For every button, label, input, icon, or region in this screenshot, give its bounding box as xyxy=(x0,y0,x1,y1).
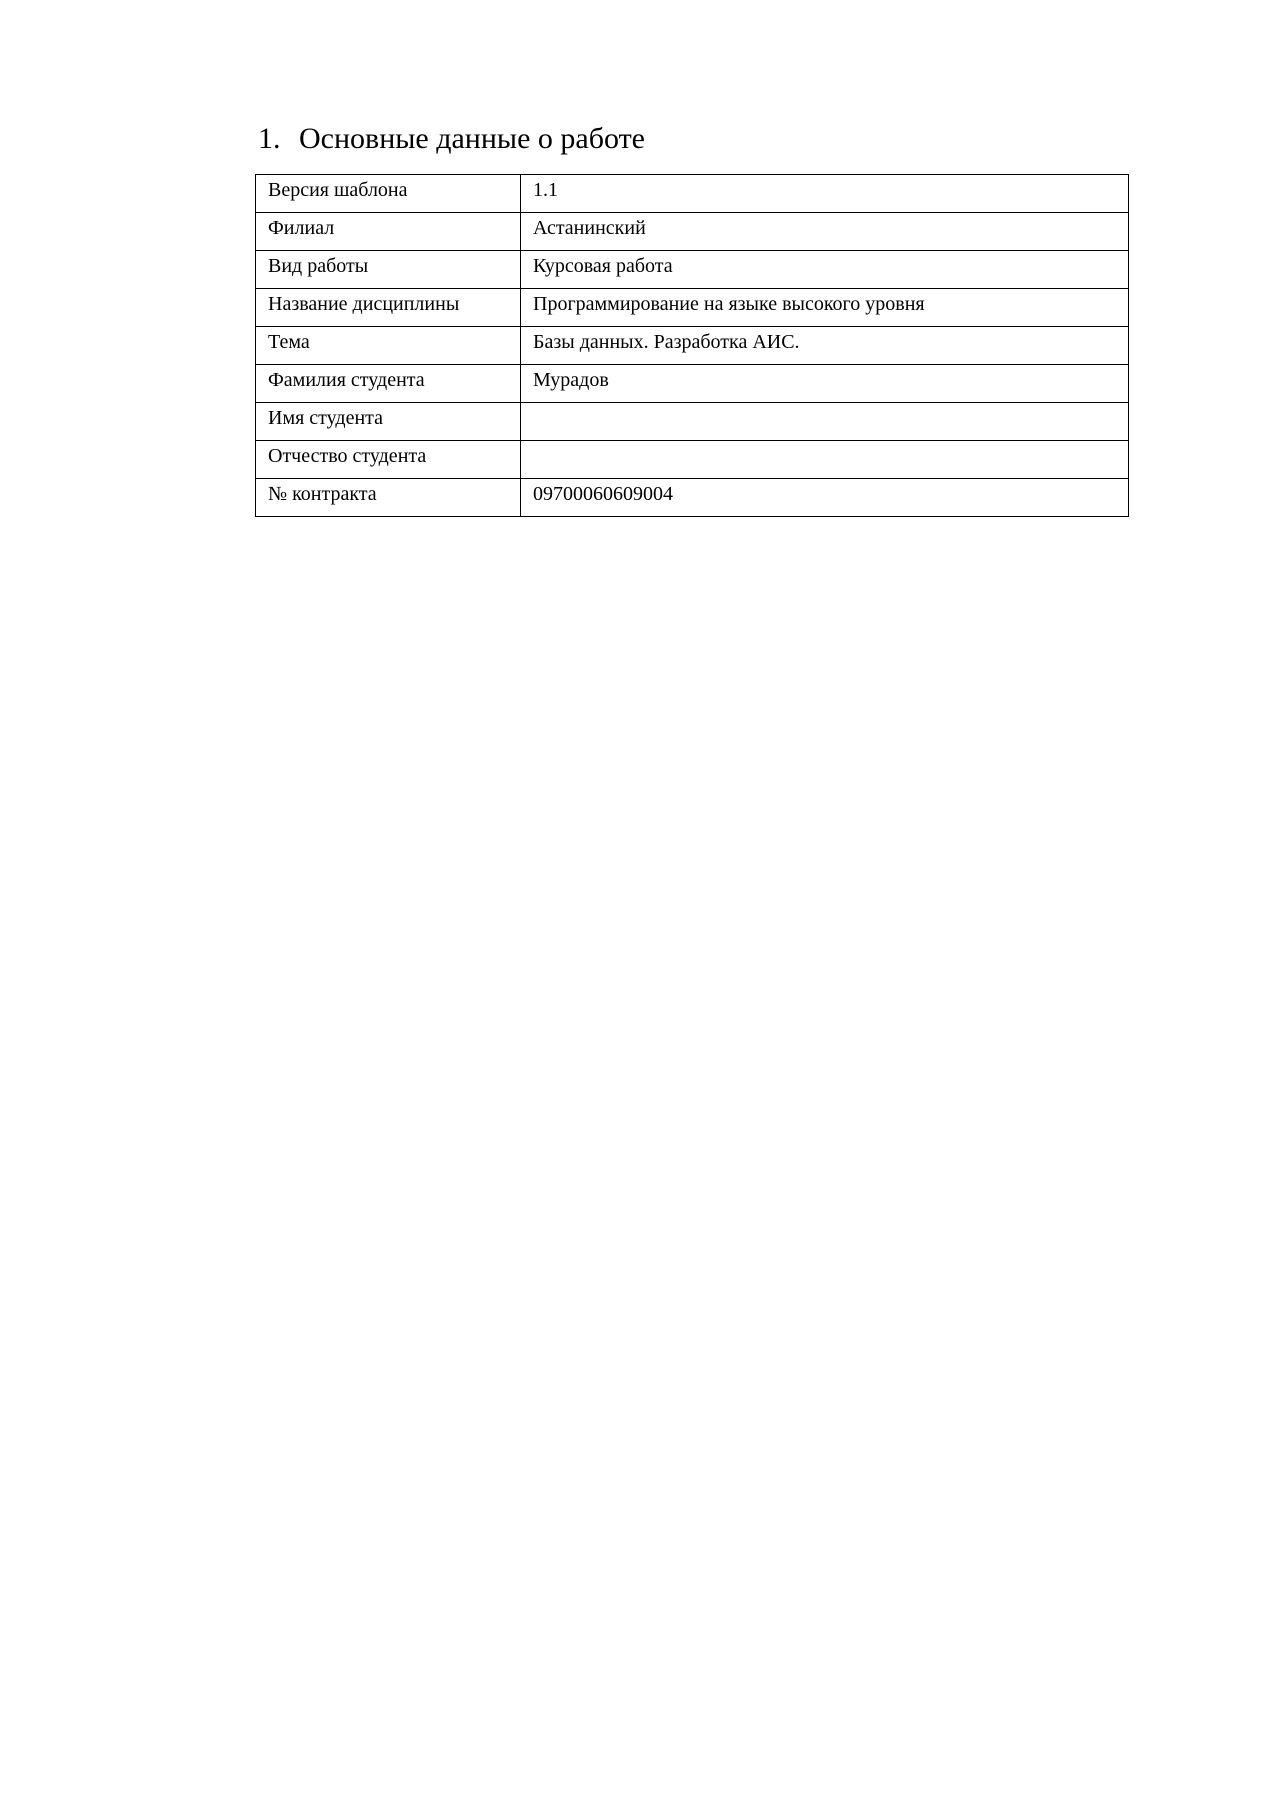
section-heading xyxy=(258,121,645,157)
table-row-discipline xyxy=(256,289,1129,327)
section-number: 1. xyxy=(258,122,281,155)
row-value: 09700060609004 xyxy=(521,479,1129,517)
row-value: Курсовая работа xyxy=(521,251,1129,289)
row-value: 1.1 xyxy=(521,175,1129,213)
table-row-contract-number xyxy=(256,479,1129,517)
table-row-branch xyxy=(256,213,1129,251)
row-value xyxy=(521,403,1129,441)
row-label: Фамилия студента xyxy=(256,365,521,403)
row-label: № контракта xyxy=(256,479,521,517)
work-info-table xyxy=(255,174,1129,517)
row-label: Филиал xyxy=(256,213,521,251)
row-label: Название дисциплины xyxy=(256,289,521,327)
row-value xyxy=(521,441,1129,479)
table-row-topic xyxy=(256,327,1129,365)
table-row-student-patronymic xyxy=(256,441,1129,479)
row-label: Версия шаблона xyxy=(256,175,521,213)
table-row-work-type xyxy=(256,251,1129,289)
table-row-student-surname xyxy=(256,365,1129,403)
table-row-student-name xyxy=(256,403,1129,441)
row-label: Отчество студента xyxy=(256,441,521,479)
row-value: Астанинский xyxy=(521,213,1129,251)
table-row-template-version xyxy=(256,175,1129,213)
row-label: Имя студента xyxy=(256,403,521,441)
row-label: Тема xyxy=(256,327,521,365)
row-value: Мурадов xyxy=(521,365,1129,403)
row-value: Базы данных. Разработка АИС. xyxy=(521,327,1129,365)
row-label: Вид работы xyxy=(256,251,521,289)
section-title: Основные данные о работе xyxy=(299,122,645,155)
row-value: Программирование на языке высокого уровня xyxy=(521,289,1129,327)
